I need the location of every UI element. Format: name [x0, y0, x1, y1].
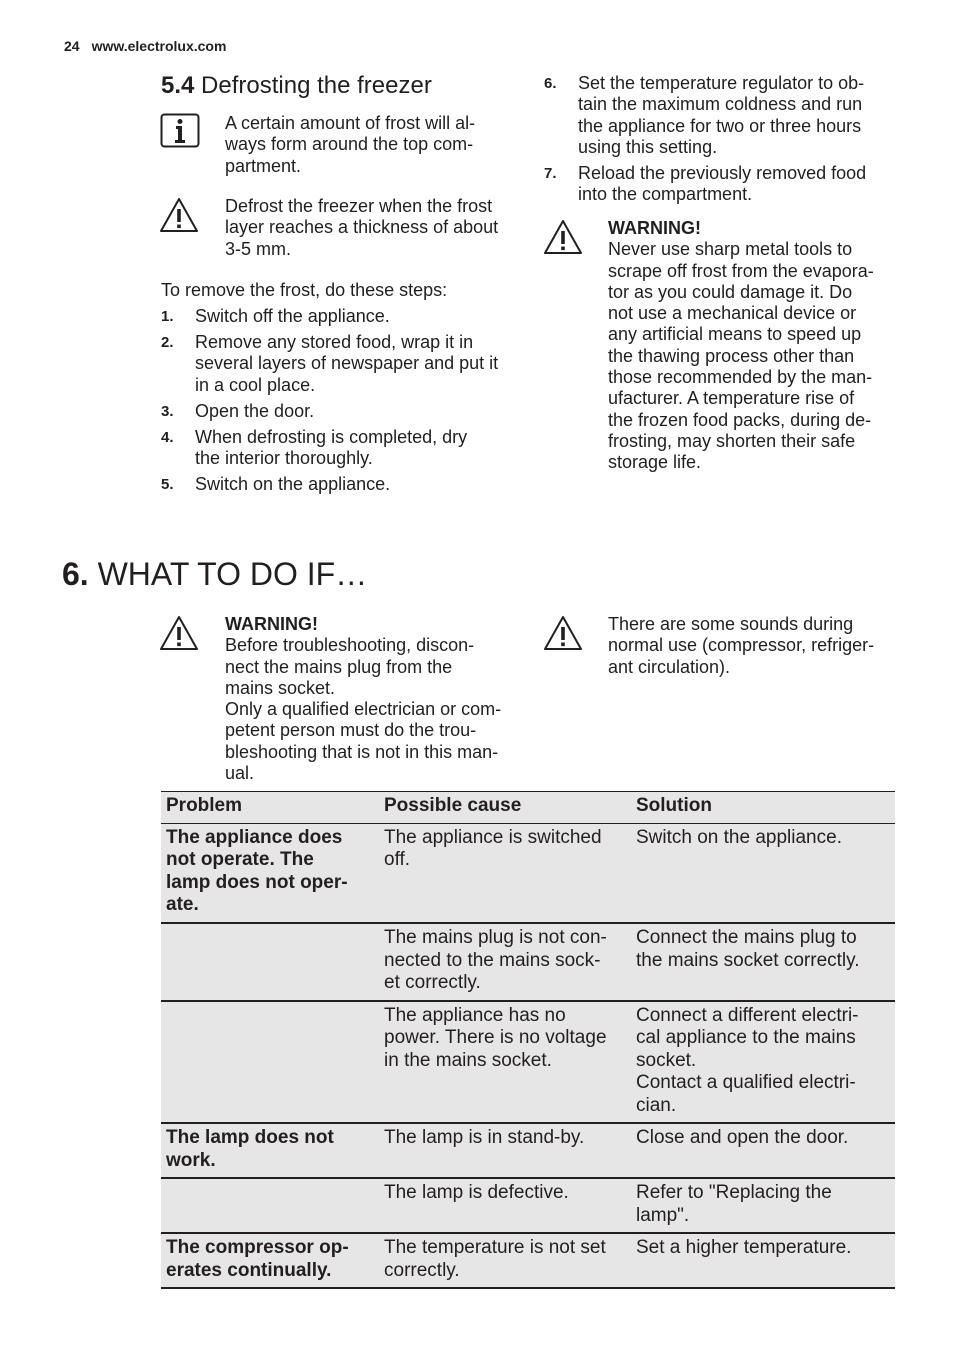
table-row [161, 823, 895, 923]
table-row [161, 1178, 895, 1233]
frost-thickness-note: Defrost the freezer when the frost layer reaches a thickness of about 3-5 mm. [225, 196, 499, 259]
step-5: 5. Switch on the appliance. [161, 474, 391, 494]
caution-icon [159, 196, 199, 236]
problem-cell: The compressor op- erates continually. [161, 1233, 379, 1288]
problem-cell [161, 1001, 379, 1124]
problem-cell [161, 923, 379, 1001]
section-6-heading [62, 556, 367, 593]
warning-title: WARNING! [225, 614, 318, 634]
sounds-note: There are some sounds during normal use (compressor, refriger- ant circulation). [608, 614, 875, 677]
cause-cell: The lamp is in stand-by. [379, 1123, 631, 1178]
step-1: 1. Switch off the appliance. [161, 306, 390, 326]
table-header-row [161, 792, 895, 824]
step-3: 3. Open the door. [161, 401, 315, 421]
table-row [161, 1233, 895, 1288]
website-link[interactable]: www.electrolux.com [91, 38, 227, 54]
solution-cell: Connect the mains plug to the mains socket correctly. [631, 923, 895, 1001]
table-row [161, 1001, 895, 1124]
solution-cell: Close and open the door. [631, 1123, 895, 1178]
section-6-title: WHAT TO DO IF… [97, 556, 368, 592]
page-number: 24 [64, 38, 80, 54]
warning-icon [543, 218, 583, 258]
caution-icon [543, 614, 583, 654]
section-6-number: 6. [62, 556, 89, 592]
troubleshooting-warning: WARNING! Before troubleshooting, discon- nect the mains plug from the mains socket. Only a qualified electrician or com- petent person must do the trou- bleshooting that is not in this man- ual. [225, 614, 502, 784]
step-4: 4. When defrosting is completed, dry the interior thoroughly. [161, 427, 468, 469]
cause-cell: The lamp is defective. [379, 1178, 631, 1233]
section-5-4-heading [161, 72, 432, 100]
defrost-warning: WARNING! Never use sharp metal tools to scrape off frost from the evapora- tor as you could damage it. Do not use a mechanical device or any artificial means to speed up the thawing process other than those recommended by the man- ufacturer. A temperature rise of the frozen food packs, during de- frosting, may shorten their safe storage life. [608, 218, 874, 473]
solution-cell: Refer to "Replacing the lamp". [631, 1178, 895, 1233]
problem-cell: The appliance does not operate. The lamp does not oper- ate. [161, 823, 379, 923]
cause-cell: The appliance has no power. There is no voltage in the mains socket. [379, 1001, 631, 1124]
column-header-cause: Possible cause [379, 792, 631, 824]
problem-cell [161, 1178, 379, 1233]
column-header-solution: Solution [631, 792, 895, 824]
info-icon [160, 113, 200, 153]
solution-cell: Switch on the appliance. [631, 823, 895, 923]
step-7: 7. Reload the previously removed food into the compartment. [544, 163, 867, 205]
problem-cell: The lamp does not work. [161, 1123, 379, 1178]
page-header [64, 38, 226, 54]
cause-cell: The temperature is not set correctly. [379, 1233, 631, 1288]
step-2: 2. Remove any stored food, wrap it in several layers of newspaper and put it in a cool place. [161, 332, 499, 395]
table-row [161, 1123, 895, 1178]
section-5-4-number: 5.4 [161, 72, 195, 99]
warning-title: WARNING! [608, 218, 701, 238]
cause-cell: The appliance is switched off. [379, 823, 631, 923]
step-6: 6. Set the temperature regulator to ob- tain the maximum coldness and run the appliance for two or three hours using this setting. [544, 73, 865, 157]
cause-cell: The mains plug is not con- nected to the mains sock- et correctly. [379, 923, 631, 1001]
section-5-4-title: Defrosting the freezer [201, 72, 432, 99]
column-header-problem: Problem [161, 792, 379, 824]
steps-intro: To remove the frost, do these steps: [161, 280, 448, 300]
info-note: A certain amount of frost will al- ways form around the top com- partment. [225, 113, 476, 176]
warning-icon [159, 614, 199, 654]
solution-cell: Set a higher temperature. [631, 1233, 895, 1288]
table-row [161, 923, 895, 1001]
solution-cell: Connect a different electri- cal appliance to the mains socket. Contact a qualified electri- cian. [631, 1001, 895, 1124]
troubleshooting-table [161, 791, 895, 1289]
